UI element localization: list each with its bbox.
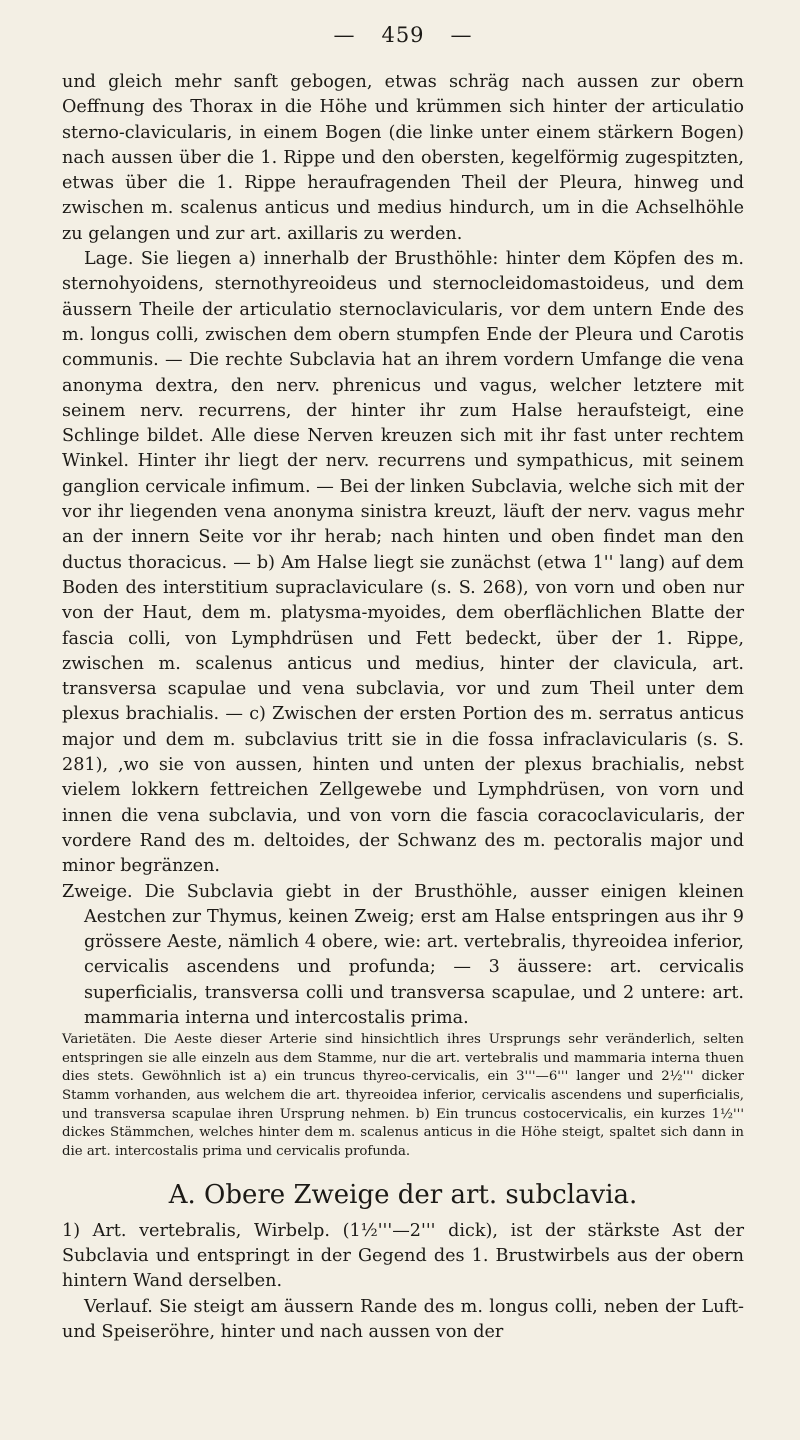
paragraph-varietaeten: Varietäten. Die Aeste dieser Arterie sind hinsichtlich ihres Ursprungs sehr veränderlich, selten entspringen sie alle einzeln aus dem Stamme, nur die art. vertebralis und mammaria interna thuen dies stets. Gewöhnlich ist a) ein truncus thyreo-cervicalis, ein 3'''—6''' langer und 2½''' dicker Stamm vorhanden, aus welchem die art. thyreoidea inferior, cervicalis ascendens und superficialis, und transversa scapulae ihren Ursprung nehmen. b) Ein truncus costocervicalis, ein kurzes 1½''' dickes Stämmchen, welches hinter dem m. scalenus anticus in die Höhe steigt, spaltet sich dann in die art. intercostalis prima und cervicalis profunda.	[62, 1032, 744, 1159]
page-body	[62, 70, 744, 1345]
page-header	[62, 0, 744, 70]
page-number: 459	[381, 23, 425, 47]
paragraph-zweige: Zweige. Die Subclavia giebt in der Brusthöhle, ausser einigen kleinen Aestchen zur Thymus, keinen Zweig; erst am Halse entspringen aus ihr 9 grössere Aeste, nämlich 4 obere, wie: art. vertebralis, thyreoidea inferior, cervicalis ascendens und profunda; — 3 äussere: art. cervicalis superficialis, transversa colli und transversa scapulae, und 2 untere: art. mammaria interna und intercostalis prima.	[62, 881, 744, 1028]
header-dash-left: —	[333, 23, 356, 47]
header-dash-right: —	[450, 23, 473, 47]
paragraph-verlauf: Verlauf. Sie steigt am äussern Rande des m. longus colli, neben der Luft- und Speiseröhre, hinter und nach aussen von der	[62, 1296, 744, 1342]
paragraph-continuation: und gleich mehr sanft gebogen, etwas schräg nach aussen zur obern Oeffnung des Thorax in die Höhe und krümmen sich hinter der articulatio sterno-clavicularis, in einem Bogen (die linke unter einem stärkern Bogen) nach aussen über die 1. Rippe und den obersten, kegelförmig zugespitzten, etwas über die 1. Rippe heraufragenden Theil der Pleura, hinweg und zwischen m. scalenus anticus und medius hindurch, um in die Achselhöhle zu gelangen und zur art. axillaris zu werden.	[62, 72, 744, 244]
section-heading: A. Obere Zweige der art. subclavia.	[168, 1180, 638, 1211]
paragraph-vertebralis: 1) Art. vertebralis, Wirbelp. (1½'''—2''' dick), ist der stärkste Ast der Subclavia und entspringt in der Gegend des 1. Brustwirbels aus der obern hintern Wand derselben.	[62, 1220, 744, 1292]
paragraph-lage: Lage. Sie liegen a) innerhalb der Brusthöhle: hinter dem Köpfen des m. sternohyoidens, sternothyreoideus und sternocleidomastoideus, und dem äussern Theile der articulatio sternoclavicularis, vor dem untern Ende des m. longus colli, zwischen dem obern stumpfen Ende der Pleura und Carotis communis. — Die rechte Subclavia hat an ihrem vordern Umfange die vena anonyma dextra, den nerv. phrenicus und vagus, welcher letztere mit seinem nerv. recurrens, der hinter ihr zum Halse heraufsteigt, eine Schlinge bildet. Alle diese Nerven kreuzen sich mit ihr fast unter rechtem Winkel. Hinter ihr liegt der nerv. recurrens und sympathicus, mit seinem ganglion cervicale infimum. — Bei der linken Subclavia, welche sich mit der vor ihr liegenden vena anonyma sinistra kreuzt, läuft der nerv. vagus mehr an der innern Seite vor ihr herab; nach hinten und oben findet man den ductus thoracicus. — b) Am Halse liegt sie zunächst (etwa 1'' lang) auf dem Boden des interstitium supraclaviculare (s. S. 268), von vorn und oben nur von der Haut, dem m. platysma-myoides, dem oberflächlichen Blatte der fascia colli, von Lymphdrüsen und Fett bedeckt, über der 1. Rippe, zwischen m. scalenus anticus und medius, hinter der clavicula, art. transversa scapulae und vena subclavia, vor und zum Theil unter dem plexus brachialis. — c) Zwischen der ersten Portion des m. serratus anticus major und dem m. subclavius tritt sie in die fossa infraclavicularis (s. S. 281), ‚wo sie von aussen, hinten und unten der plexus brachialis, nebst vielem lokkern fettreichen Zellgewebe und Lymphdrüsen, von vorn und innen die vena subclavia, und von vorn die fascia coracoclavicularis, der vordere Rand des m. deltoides, der Schwanz des m. pectoralis major und minor begränzen.	[62, 249, 744, 877]
